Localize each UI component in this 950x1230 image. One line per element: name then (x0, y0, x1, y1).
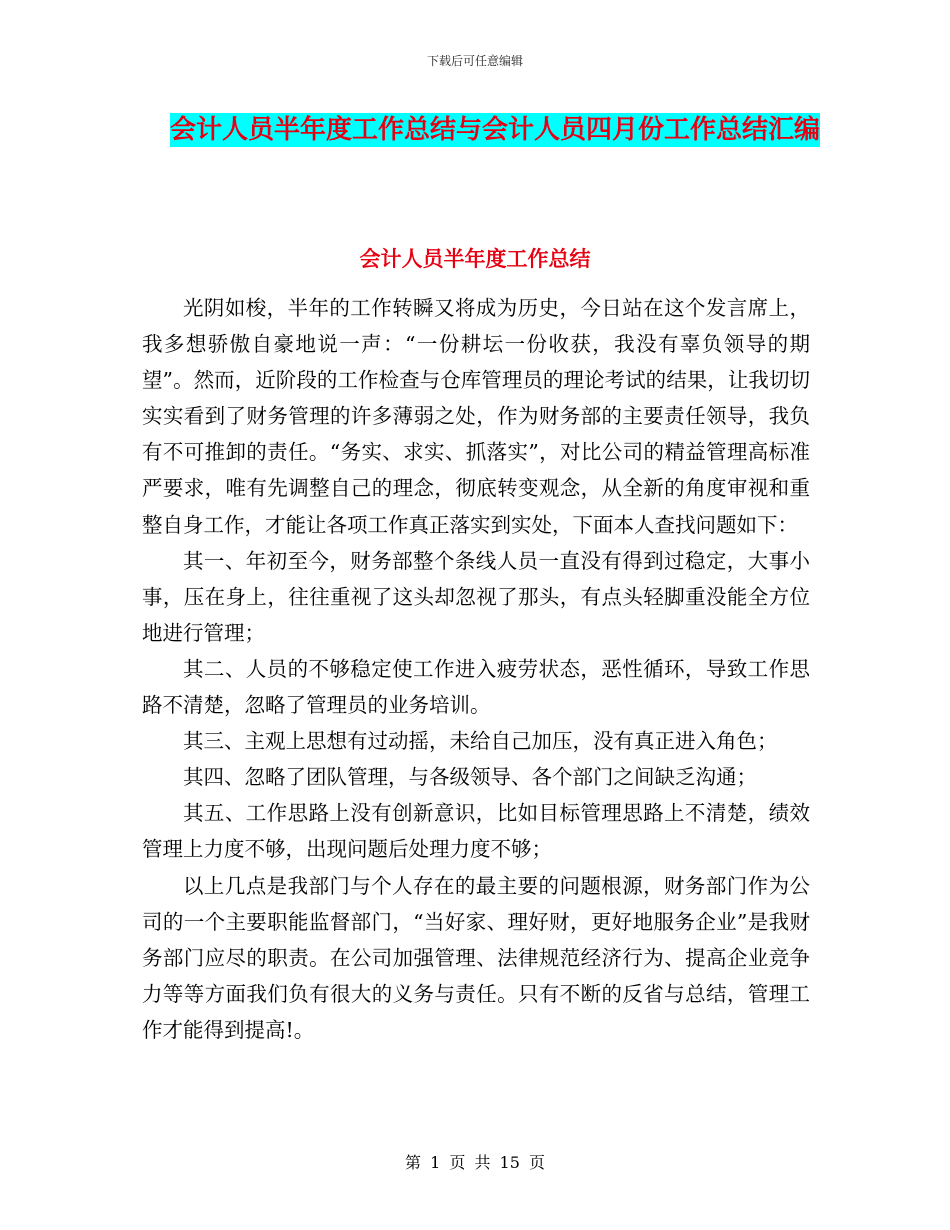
body-paragraph: 其四、忽略了团队管理，与各级领导、各个部门之间缺乏沟通； (183, 765, 757, 790)
body-paragraph: 其三、主观上思想有过动摇，未给自己加压，没有真正进入角色； (183, 729, 778, 754)
body-paragraph: 以上几点是我部门与个人存在的最主要的问题根源，财务部门作为公司的一个主要职能监督部门，“当好家、理好财，更好地服务企业”是我财务部门应尽的职责。在公司加强管理、法律规范经济行为、提高企业竞争力等等方面我们负有很大的义务与责任。只有不断的反省与总结，管理工作才能得到提高!。 (142, 873, 810, 1042)
body-paragraph: 光阴如梭，半年的工作转瞬又将成为历史，今日站在这个发言席上，我多想骄傲自豪地说一声：“一份耕坛一份收获，我没有辜负领导的期望”。然而，近阶段的工作检查与仓库管理员的理论考试的结果，让我切切实实看到了财务管理的许多薄弱之处，作为财务部的主要责任领导，我负有不可推卸的责任。“务实、求实、抓落实”，对比公司的精益管理高标准严要求，唯有先调整自己的理念，彻底转变观念，从全新的角度审视和重整自身工作，才能让各项工作真正落实到实处，下面本人查找问题如下： (142, 296, 810, 537)
document-title-text: 会计人员半年度工作总结与会计人员四月份工作总结汇编 (169, 115, 820, 145)
page-footer: 第 1 页 共 15 页 (405, 1153, 545, 1172)
section-title: 会计人员半年度工作总结 (359, 247, 591, 271)
document-body (142, 290, 810, 1048)
document-title (150, 110, 840, 151)
body-paragraph: 其五、工作思路上没有创新意识，比如目标管理思路上不清楚，绩效管理上力度不够，出现问题后处理力度不够； (142, 801, 810, 862)
body-paragraph: 其二、人员的不够稳定使工作进入疲劳状态，恶性循环，导致工作思路不清楚，忽略了管理员的业务培训。 (142, 656, 810, 718)
header-note: 下载后可任意编辑 (426, 54, 523, 68)
body-paragraph: 其一、年初至今，财务部整个条线人员一直没有得到过稳定，大事小事，压在身上，往往重视了这头却忽视了那头，有点头轻脚重没能全方位地进行管理； (142, 548, 810, 645)
